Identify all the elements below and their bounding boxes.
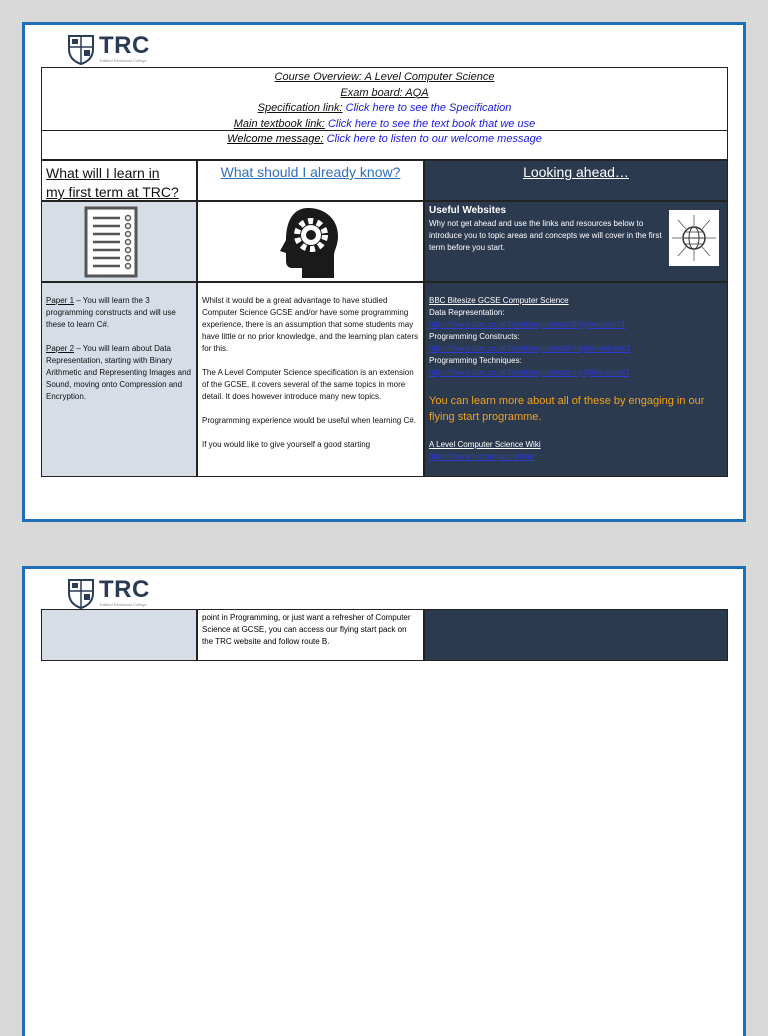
course-overview <box>41 67 728 131</box>
document-page-1 <box>22 22 746 522</box>
header-learn-line1: What will I learn in <box>46 165 160 181</box>
head-gear-icon <box>278 206 340 280</box>
trc-logo <box>67 33 150 65</box>
prog-tech-link[interactable]: https://www.bbc.co.uk/bitesize/guides/zmny4j6/revision/1 <box>429 368 630 377</box>
continuation-learn-cell <box>41 609 197 661</box>
know-para-1: Whilst it would be a great advantage to have studied Computer Science GCSE and/or have some programming experience, there is an assumption that some students may have little or no prior knowledge, and the learning plan caters for this. <box>202 296 419 353</box>
head-gear-cell <box>197 201 424 282</box>
useful-websites-body: Why not get ahead and use the links and resources below to introduce you to topic areas and concepts we will cover in the first term before you start. <box>429 219 662 252</box>
header-ahead-text: Looking ahead… <box>523 164 629 180</box>
welcome-link[interactable]: Click here to listen to our welcome message <box>326 133 542 145</box>
checklist-icon <box>84 206 140 278</box>
continuation-ahead-cell <box>424 609 728 661</box>
know-para-4-continued: point in Programming, or just want a refresher of Computer Science at GCSE, you can access our flying start pack on the TRC website and follow route B. <box>202 613 411 646</box>
paper2-text: – You will learn about Data Representation, starting with Binary Arithmetic and Representing Images and Sound, moving onto Compression and Encryption. <box>46 344 191 401</box>
know-para-2: The A Level Computer Science specification is an extension of the GCSE, it covers several of the same topics in more detail. It does however introduce many new topics. <box>202 368 414 401</box>
header-learn <box>41 160 197 201</box>
continuation-grid <box>41 609 728 661</box>
spec-link[interactable]: Click here to see the Specification <box>345 102 512 114</box>
wiki-title: A Level Computer Science Wiki <box>429 440 541 449</box>
exam-board: Exam board: AQA <box>340 86 429 99</box>
overview-grid <box>41 160 728 477</box>
welcome-label: Welcome message: <box>227 133 324 145</box>
logo-text-page2: TRC <box>99 576 150 603</box>
useful-websites-title: Useful Websites <box>429 205 507 216</box>
header-know <box>197 160 424 201</box>
course-title: Course Overview: A Level Computer Science <box>274 71 495 83</box>
header-learn-line2: my first term at TRC? <box>46 184 179 200</box>
document-page-2 <box>22 566 746 1036</box>
learn-content-cell <box>41 282 197 477</box>
globe-icon <box>669 210 719 266</box>
textbook-label: Main textbook link: <box>233 117 325 130</box>
header-ahead <box>424 160 728 201</box>
shield-icon <box>67 577 95 609</box>
useful-websites-cell <box>424 201 728 282</box>
bbc-bitesize-title: BBC Bitesize GCSE Computer Science <box>429 296 569 305</box>
know-para-4: If you would like to give yourself a good starting <box>202 440 371 449</box>
know-para-3: Programming experience would be useful when learning C#. <box>202 416 416 425</box>
paper1-label: Paper 1 <box>46 296 75 305</box>
ahead-content-cell <box>424 282 728 477</box>
welcome-row <box>41 131 728 160</box>
paper1-text: – You will learn the 3 programming constructs and will use these to learn C#. <box>46 296 176 329</box>
logo-subtitle: Trafford Richmond College <box>99 58 147 63</box>
know-content-cell <box>197 282 424 477</box>
header-know-text: What should I already know? <box>220 164 401 180</box>
textbook-link[interactable]: Click here to see the text book that we use <box>327 117 536 130</box>
continuation-know-cell <box>197 609 424 661</box>
paper2-label: Paper 2 <box>46 344 75 353</box>
flying-start-message: You can learn more about all of these by engaging in our flying start programme. <box>429 395 705 423</box>
spec-label: Specification link: <box>257 102 343 114</box>
logo-text: TRC <box>99 32 150 59</box>
logo-subtitle-page2: Trafford Richmond College <box>99 602 147 607</box>
wiki-link[interactable]: https://www.trccompsci.online <box>429 452 534 461</box>
data-rep-label: Data Representation: <box>429 308 505 317</box>
prog-tech-label: Programming Techniques: <box>429 356 522 365</box>
shield-icon <box>67 33 95 65</box>
checklist-cell <box>41 201 197 282</box>
prog-constructs-label: Programming Constructs: <box>429 332 520 341</box>
trc-logo-page2 <box>67 577 150 609</box>
data-rep-link[interactable]: https://www.bbc.co.uk/bitesize/guides/zd88jty/revision/1 <box>429 320 626 329</box>
prog-constructs-link[interactable]: https://www.bbc.co.uk/bitesize/guides/zh66pbk/revision/1 <box>429 344 631 353</box>
